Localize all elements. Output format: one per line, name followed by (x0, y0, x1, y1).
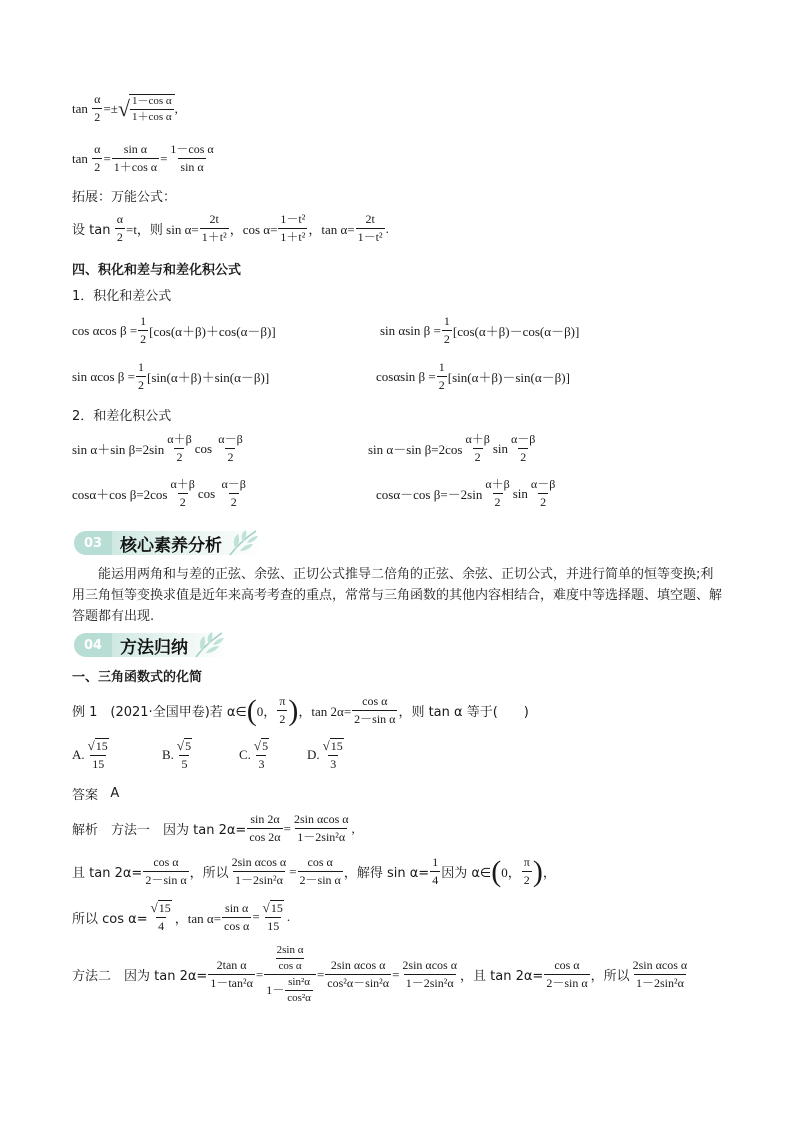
compound-fraction: $\frac{\text{2sin α}}{\text{cos α}}$ 1－ sin²α cos²α (264, 944, 316, 1005)
leaf-icon (226, 529, 260, 557)
half-angle-tan-formula-2: tan $\frac{\alpha}{2}$ = $\frac{\text{sin α}}{\text{1＋cos α}}$ = $\frac{\text{1－cos α}}{\text{sin α}}$ (72, 142, 214, 174)
sum-to-product-formula: sin α－sin β=2cos α＋β 2 sin α－β 2 (368, 432, 536, 464)
section-number-badge: 04 (74, 633, 112, 657)
option-c[interactable]: C. √ 5 3 (239, 738, 269, 771)
extension-label: 拓展：万能公式： (72, 190, 177, 205)
sum-to-product-formula: cosα＋cos β=2cos α＋β 2 cos α－β 2 (72, 477, 246, 509)
example-1-question: 例 1 (2021·全国甲卷)若 α∈ ( 0， π 2 ) ，tan 2α= $\frac{\text{cos α}}{\text{2－sin α}}$ ，则 tan α 等于( ) (72, 693, 529, 727)
method-heading: 一、三角函数式的化简 (72, 670, 203, 685)
answer-value: A (110, 786, 120, 801)
sum-to-product-formula: sin α＋sin β=2sin α＋β 2 cos α－β 2 (72, 432, 243, 464)
section-banner-title: 方法归纳 (120, 637, 188, 658)
option-d[interactable]: D. √ 15 3 (307, 738, 343, 771)
section-banner-core-literacy (74, 531, 260, 555)
product-to-sum-formula: cos αcos β = $\frac{1}{2}$ [cos(α＋β)＋cos(α－β)] (72, 314, 276, 346)
fraction: $\frac{\alpha}{2}$ (94, 92, 101, 124)
option-b[interactable]: B. √ 5 5 (162, 738, 192, 771)
solution-line-1: 解析 方法一 因为 tan 2α= $\frac{\sin 2\alpha}{\cos 2\alpha}$ = $\frac{\text{2sin αcos α}}{\text{1－2sin²α}}$ , (72, 812, 355, 844)
answer-line: 答案 A (72, 786, 120, 803)
option-a[interactable]: A. √ 15 15 (72, 738, 108, 771)
sum-to-product-formula: cosα－cos β=－2sin α＋β 2 sin α－β 2 (376, 477, 556, 509)
section-number-badge: 03 (74, 531, 112, 555)
product-to-sum-formula: sin αsin β = $\frac{1}{2}$ [cos(α＋β)－cos(α－β)] (380, 314, 580, 346)
product-to-sum-formula: cosαsin β = $\frac{1}{2}$ [sin(α＋β)－sin(α－β)] (376, 360, 570, 392)
subsection-product-to-sum: 1．积化和差公式 (72, 289, 172, 304)
square-root: √ 1－cos α 1＋cos α (118, 94, 175, 124)
subsection-sum-to-product: 2．和差化积公式 (72, 409, 172, 424)
solution-line-4: 方法二 因为 tan 2α= $\frac{\text{2tan α}}{\text{1－tan²α}}$ = $\frac{\text{2sin α}}{\text{cos α}}$ 1－ sin²α cos²α = $\frac{\text{2sin αcos α}}{\text{cos²α－sin²α}}$ = $\frac{\text{2sin αcos α}}{\text{1－2sin²α}}$ ，且 tan 2α= $\frac{\text{cos α}}{\text{2－sin α}}$ ，所以 2sin αcos α 1－2sin²α (72, 944, 688, 1004)
universal-formula: 设 tan $\frac{\alpha}{2}$ =t，则 sin α= $\frac{2t}{\text{1＋t²}}$ ，cos α= $\frac{\text{1－t²}}{\text{1＋t²}}$ ，tan α= $\frac{2t}{\text{1－t²}}$ . (72, 212, 389, 244)
leaf-icon (192, 631, 226, 659)
half-angle-tan-formula-1: tan $\frac{\alpha}{2}$ =± √ 1－cos α 1＋cos α , (72, 92, 178, 124)
solution-line-2: 且 tan 2α= $\frac{\text{cos α}}{\text{2－sin α}}$ ，所以 $\frac{\text{2sin αcos α}}{\text{1－2sin²α}}$ = $\frac{\text{cos α}}{\text{2－sin α}}$ ，解得 sin α= $\frac{1}{4}$ 因为 α∈ ( 0， π 2 ) ， (72, 854, 556, 888)
section-banner-title: 核心素养分析 (120, 535, 222, 556)
section-banner-methods (74, 633, 226, 657)
solution-line-3: 所以 cos α= √ 15 4 ，tan α= $\frac{\text{sin α}}{\text{cos α}}$ = √ 15 15 . (72, 900, 291, 933)
product-to-sum-formula: sin αcos β = $\frac{1}{2}$ [sin(α＋β)＋sin(α－β)] (72, 360, 270, 392)
section-four-title: 四、积化和差与和差化积公式 (72, 263, 242, 278)
core-literacy-analysis-text: 能运用两角和与差的正弦、余弦、正切公式推导二倍角的正弦、余弦、正切公式，并进行简单的恒等变换;利用三角恒等变换求值是近年来高考考查的重点，常常与三角函数的其他内容相结合，难度中等选择题、填空题、解答题都有出现. (72, 567, 723, 624)
